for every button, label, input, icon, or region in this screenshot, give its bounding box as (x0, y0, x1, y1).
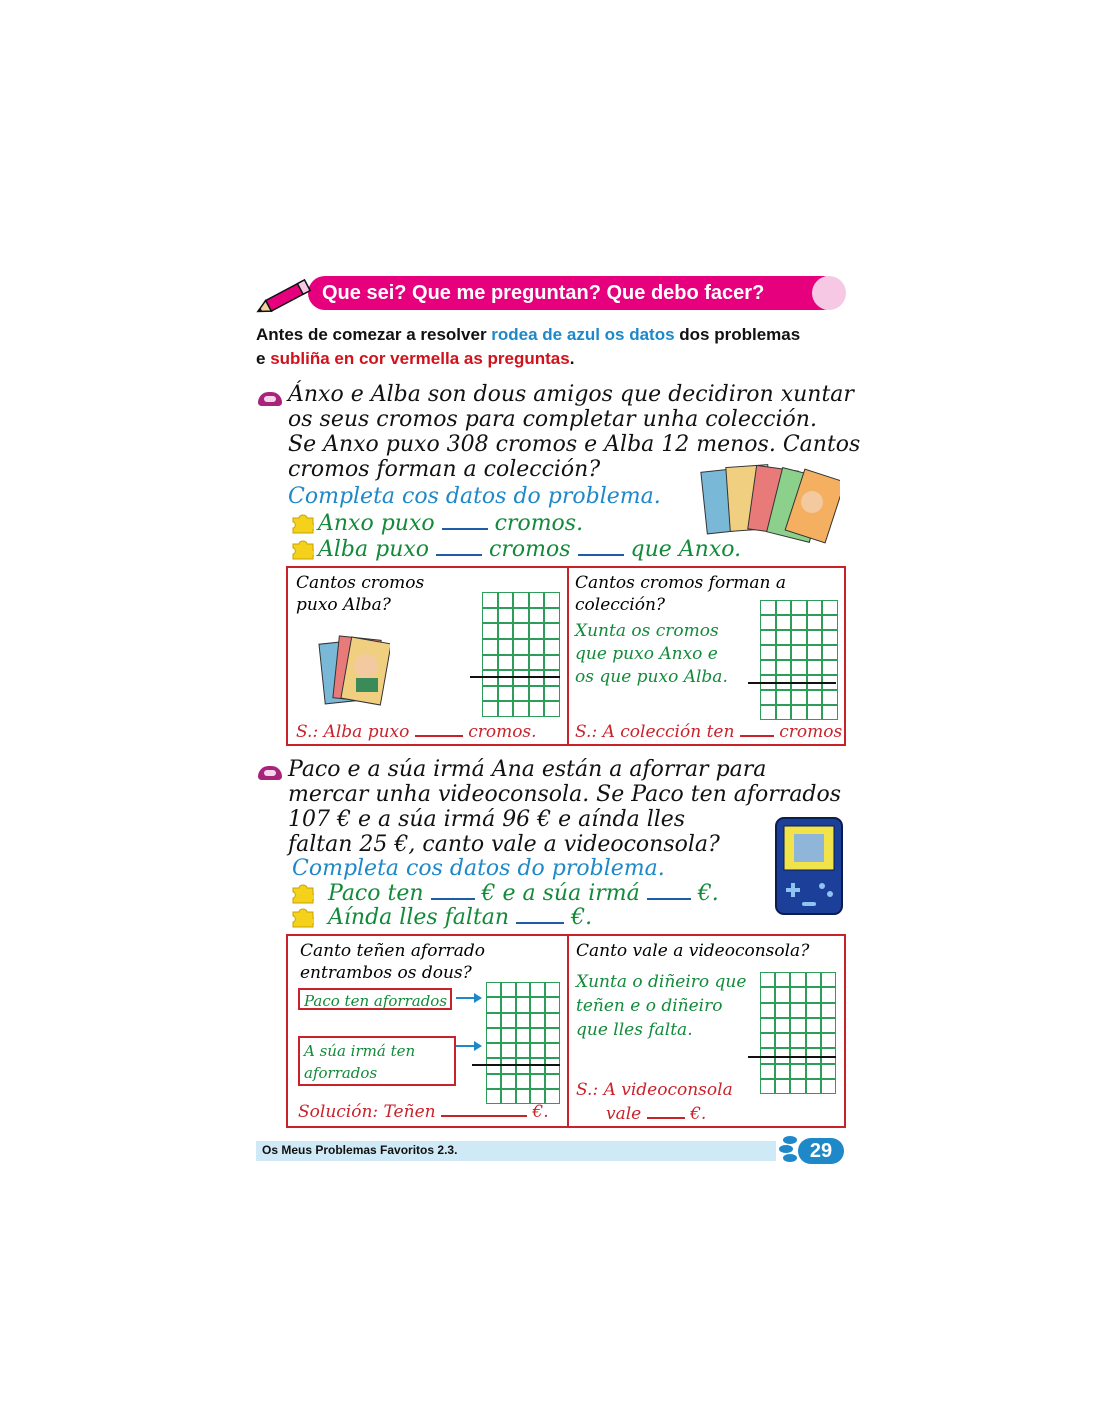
data-label: €. (697, 881, 719, 906)
sum-line (472, 1064, 560, 1066)
hint-line: Xunta o diñeiro que (576, 972, 747, 992)
intro-highlight-red: subliña en cor vermella as preguntas (270, 349, 570, 368)
question-line: entrambos os dous? (300, 963, 472, 983)
problem2-line: faltan 25 €, canto vale a videoconsola? (288, 832, 720, 857)
complete-instruction: Completa cos datos do problema. (288, 484, 661, 509)
sum-line (748, 682, 836, 684)
puzzle-icon (292, 514, 314, 534)
data-line-faltan (328, 905, 592, 930)
question-console-price: Canto vale a videoconsola? (576, 941, 810, 961)
data-label: €. (571, 905, 593, 930)
pencil-icon (254, 276, 320, 316)
hint-line: teñen e o diñeiro (576, 996, 723, 1016)
cards-image (318, 634, 390, 710)
hint-text (575, 620, 728, 689)
answer-blank[interactable] (431, 898, 475, 900)
problem1-line: Ánxo e Alba son dous amigos que decidiron xuntar (288, 382, 854, 407)
answer-blank[interactable] (442, 528, 488, 530)
solution-label: S.: Alba puxo (296, 722, 410, 742)
videoconsole-image (774, 816, 844, 916)
solution-label: vale (606, 1104, 642, 1124)
answer-blank[interactable] (441, 1115, 527, 1117)
problem-bullet-icon (258, 392, 282, 406)
data-label: cromos (489, 537, 571, 562)
data-label: Paco ten (328, 881, 424, 906)
arrow-right-icon (456, 992, 482, 1004)
answer-blank[interactable] (740, 735, 774, 737)
intro-text-3: e (256, 349, 271, 368)
hint-text (576, 970, 746, 1042)
data-line-alba (318, 537, 741, 562)
puzzle-icon (292, 884, 314, 904)
calc-grid[interactable] (760, 600, 838, 720)
problem2-line: 107 € e a súa irmá 96 € e aínda lles (288, 807, 686, 832)
label-box-paco: Paco ten aforrados (298, 988, 452, 1010)
answer-blank[interactable] (647, 898, 691, 900)
divider (567, 934, 569, 1128)
arrow-right-icon (456, 1040, 482, 1052)
trading-cards-image (700, 458, 840, 544)
solution-line (298, 1102, 549, 1122)
problem1-line: cromos forman a colección? (288, 457, 601, 482)
puzzle-icon (292, 540, 314, 560)
puzzle-icon (292, 908, 314, 928)
calc-grid[interactable] (486, 982, 560, 1104)
instructions (256, 323, 856, 371)
problem1-line: os seus cromos para completar unha colección. (288, 407, 817, 432)
data-line-anxo (318, 511, 583, 536)
problem-bullet-icon (258, 766, 282, 780)
sum-line (748, 1056, 836, 1058)
data-label: que Anxo. (630, 537, 742, 562)
data-label: Anxo puxo (318, 511, 435, 536)
hint-line: Xunta os cromos (575, 621, 719, 641)
hint-line: que lles falta. (576, 1020, 693, 1040)
banner-end-cap (812, 276, 846, 310)
solution-label: €. (532, 1102, 549, 1122)
solution-label: cromos. (468, 722, 537, 742)
page-number: 29 (798, 1138, 844, 1164)
divider (567, 566, 569, 746)
intro-text-1: Antes de comezar a resolver (256, 325, 492, 344)
calc-grid[interactable] (482, 592, 560, 717)
question-line: colección? (575, 595, 666, 615)
data-label: cromos. (494, 511, 584, 536)
solution-line (576, 1078, 733, 1126)
solution-label: Solución: Teñen (298, 1102, 436, 1122)
book-title: Os Meus Problemas Favoritos 2.3. (262, 1143, 458, 1157)
answer-blank[interactable] (436, 554, 482, 556)
answer-blank[interactable] (647, 1117, 685, 1119)
intro-highlight-blue: rodea de azul os datos (491, 325, 675, 344)
intro-text-4: . (569, 349, 575, 368)
problem1-line: Se Anxo puxo 308 cromos e Alba 12 menos. Cantos (288, 432, 861, 457)
label-line: aforrados (304, 1064, 378, 1082)
answer-blank[interactable] (578, 554, 624, 556)
hint-line: os que puxo Alba. (575, 667, 728, 687)
question-line: Cantos cromos forman a (575, 573, 787, 593)
problem2-line: mercar unha videoconsola. Se Paco ten aforrados (288, 782, 842, 807)
data-line-paco (328, 881, 719, 906)
question-collection (575, 572, 786, 616)
data-label: Alba puxo (318, 537, 430, 562)
complete-instruction: Completa cos datos do problema. (292, 856, 665, 881)
solution-label: cromos. (779, 722, 848, 742)
solution-label: S.: A colección ten (575, 722, 735, 742)
label-box-sister (298, 1036, 456, 1086)
section-title: Que sei? Que me preguntan? Que debo facer? (322, 282, 765, 304)
question-alba (296, 572, 424, 616)
data-label: € e a súa irmá (481, 881, 640, 906)
hint-line: que puxo Anxo e (575, 644, 718, 664)
answer-blank[interactable] (516, 922, 564, 924)
intro-text-2: dos problemas (674, 325, 801, 344)
sum-line (470, 676, 560, 678)
question-line: puxo Alba? (296, 595, 391, 615)
question-line: Cantos cromos (296, 573, 425, 593)
solution-label: €. (690, 1104, 707, 1124)
answer-blank[interactable] (415, 735, 463, 737)
solution-line (575, 722, 848, 742)
problem2-line: Paco e a súa irmá Ana están a aforrar para (288, 757, 767, 782)
problem2-text (288, 757, 841, 857)
label-line: A súa irmá ten (304, 1042, 416, 1060)
question-line: Canto teñen aforrado (300, 941, 485, 961)
data-label: Aínda lles faltan (328, 905, 510, 930)
solution-row (576, 1102, 733, 1126)
question-saved (300, 940, 485, 984)
calc-grid[interactable] (760, 972, 836, 1094)
solution-line (296, 722, 537, 742)
solution-label: S.: A videoconsola (576, 1080, 733, 1100)
